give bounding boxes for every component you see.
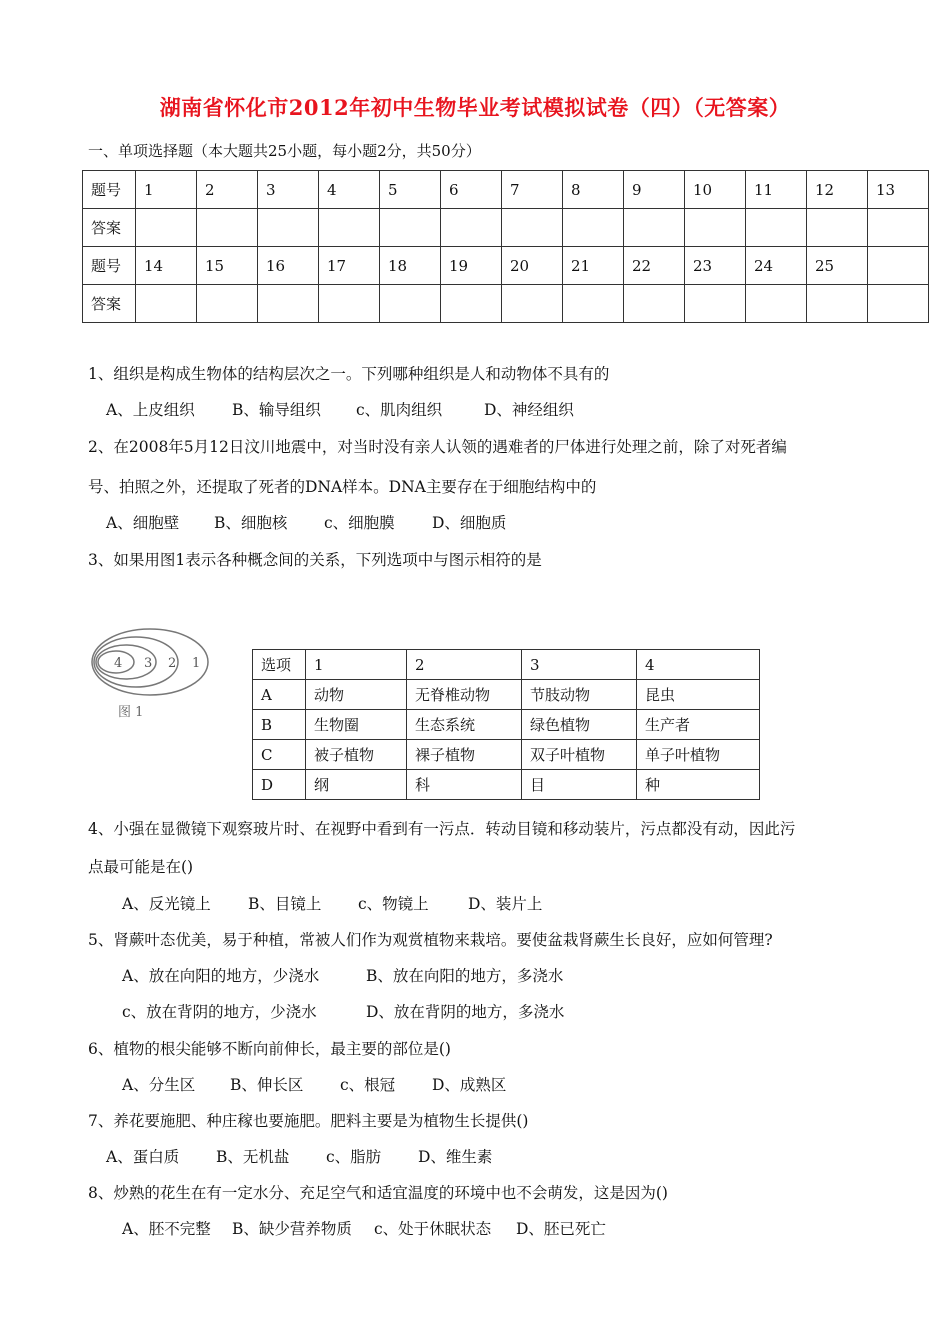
- table-cell: 昆虫: [637, 680, 760, 710]
- answer-cell: [319, 209, 380, 247]
- table-header-cell: 4: [637, 650, 760, 680]
- table-row: [253, 680, 760, 710]
- row-label: 答案: [83, 285, 136, 323]
- question-4-line2: 点最可能是在(): [88, 858, 194, 876]
- answer-cell: [441, 285, 502, 323]
- page-title: 湖南省怀化市2012年初中生物毕业考试模拟试卷（四）（无答案）: [159, 95, 791, 120]
- answer-cell: 5: [380, 171, 441, 209]
- option-c: c、肌肉组织: [356, 401, 443, 419]
- table-row: [253, 740, 760, 770]
- option-b: B、放在向阳的地方，多浇水: [366, 967, 564, 985]
- row-label: 答案: [83, 209, 136, 247]
- answer-cell: 12: [807, 171, 868, 209]
- table-cell: 生态系统: [407, 710, 522, 740]
- table-cell: 无脊椎动物: [407, 680, 522, 710]
- answer-cell: 8: [563, 171, 624, 209]
- answer-cell: [380, 209, 441, 247]
- table-row: [83, 285, 929, 323]
- table-cell: C: [253, 740, 306, 770]
- answer-cell: 10: [685, 171, 746, 209]
- table-row: [83, 247, 929, 285]
- answer-cell: [136, 285, 197, 323]
- answer-cell: [258, 209, 319, 247]
- option-d: D、放在背阴的地方，多浇水: [366, 1003, 565, 1021]
- question-8: 8、炒熟的花生在有一定水分、充足空气和适宜温度的环境中也不会萌发，这是因为(): [88, 1184, 668, 1202]
- answer-cell: 20: [502, 247, 563, 285]
- q7-options: [106, 1145, 492, 1167]
- question-1: 1、组织是构成生物体的结构层次之一。下列哪种组织是人和动物体不具有的: [88, 365, 610, 383]
- table-row: [253, 710, 760, 740]
- answer-cell: 24: [746, 247, 807, 285]
- answer-cell: 13: [868, 171, 929, 209]
- answer-cell: [563, 209, 624, 247]
- table-header-cell: 选项: [253, 650, 306, 680]
- answer-cell: [746, 285, 807, 323]
- option-a: A、反光镜上: [122, 895, 211, 913]
- table-cell: 单子叶植物: [637, 740, 760, 770]
- q4-options: [122, 892, 542, 914]
- table-cell: 裸子植物: [407, 740, 522, 770]
- option-d: D、胚已死亡: [516, 1220, 606, 1238]
- answer-cell: [807, 285, 868, 323]
- answer-cell: [868, 247, 929, 285]
- option-c: c、根冠: [340, 1076, 396, 1094]
- table-header-cell: 1: [306, 650, 407, 680]
- table-header-cell: 3: [522, 650, 637, 680]
- concept-figure: [88, 620, 228, 720]
- answer-cell: [624, 209, 685, 247]
- q5-options-row2: [122, 1000, 564, 1022]
- answer-cell: 9: [624, 171, 685, 209]
- answer-cell: [441, 209, 502, 247]
- option-d: D、维生素: [418, 1148, 493, 1166]
- answer-cell: 4: [319, 171, 380, 209]
- table-cell: 绿色植物: [522, 710, 637, 740]
- option-d: D、细胞质: [432, 514, 507, 532]
- table-cell: 目: [522, 770, 637, 800]
- table-cell: 双子叶植物: [522, 740, 637, 770]
- option-b: B、伸长区: [230, 1076, 304, 1094]
- option-a: A、放在向阳的地方，少浇水: [122, 967, 320, 985]
- answer-cell: 23: [685, 247, 746, 285]
- answer-cell: 7: [502, 171, 563, 209]
- answer-cell: 22: [624, 247, 685, 285]
- option-d: D、成熟区: [432, 1076, 507, 1094]
- table-cell: 纲: [306, 770, 407, 800]
- option-b: B、细胞核: [214, 514, 288, 532]
- option-c: c、细胞膜: [324, 514, 395, 532]
- option-c: c、放在背阴的地方，少浇水: [122, 1003, 317, 1021]
- table-cell: A: [253, 680, 306, 710]
- answer-cell: [319, 285, 380, 323]
- question-6: 6、植物的根尖能够不断向前伸长，最主要的部位是(): [88, 1040, 451, 1058]
- option-d: D、装片上: [468, 895, 543, 913]
- answer-cell: [380, 285, 441, 323]
- option-b: B、目镜上: [248, 895, 322, 913]
- table-row: [83, 209, 929, 247]
- answer-cell: [807, 209, 868, 247]
- circle-label: 4: [114, 656, 123, 671]
- section-heading: 一、单项选择题（本大题共25小题，每小题2分，共50分）: [88, 142, 481, 160]
- option-b: B、无机盐: [216, 1148, 290, 1166]
- answer-cell: 3: [258, 171, 319, 209]
- concept-table: [252, 649, 760, 800]
- table-cell: 动物: [306, 680, 407, 710]
- option-a: A、胚不完整: [122, 1220, 211, 1238]
- table-row: [83, 171, 929, 209]
- answer-cell: [502, 209, 563, 247]
- answer-cell: 17: [319, 247, 380, 285]
- answer-cell: [685, 209, 746, 247]
- answer-cell: 11: [746, 171, 807, 209]
- q5-options-row1: [122, 964, 563, 986]
- table-cell: 节肢动物: [522, 680, 637, 710]
- table-cell: 种: [637, 770, 760, 800]
- table-row: [253, 650, 760, 680]
- option-b: B、输导组织: [232, 401, 321, 419]
- answer-cell: [746, 209, 807, 247]
- nested-circles-diagram: [88, 620, 228, 720]
- row-label: 题号: [83, 247, 136, 285]
- figure-caption: 图 1: [118, 705, 144, 720]
- table-cell: 生产者: [637, 710, 760, 740]
- answer-cell: [197, 285, 258, 323]
- answer-cell: [685, 285, 746, 323]
- answer-cell: 14: [136, 247, 197, 285]
- answer-cell: [136, 209, 197, 247]
- answer-cell: 18: [380, 247, 441, 285]
- answer-cell: [502, 285, 563, 323]
- q8-options: [122, 1217, 606, 1239]
- answer-cell: 21: [563, 247, 624, 285]
- q2-options: [106, 511, 506, 533]
- answer-cell: 1: [136, 171, 197, 209]
- question-2-line1: 2、在2008年5月12日汶川地震中，对当时没有亲人认领的遇难者的尸体进行处理之前，除了对死者编: [88, 438, 787, 456]
- circle-label: 1: [192, 656, 201, 671]
- option-a: A、上皮组织: [106, 401, 195, 419]
- row-label: 题号: [83, 171, 136, 209]
- table-cell: 科: [407, 770, 522, 800]
- table-cell: B: [253, 710, 306, 740]
- answer-cell: [197, 209, 258, 247]
- question-4-line1: 4、小强在显微镜下观察玻片时、在视野中看到有一污点．转动目镜和移动装片，污点都没有动，因此污: [88, 820, 796, 838]
- option-a: A、细胞壁: [106, 514, 180, 532]
- answer-cell: 15: [197, 247, 258, 285]
- option-a: A、分生区: [122, 1076, 196, 1094]
- option-c: c、脂肪: [326, 1148, 382, 1166]
- answer-cell: [868, 209, 929, 247]
- answer-cell: 19: [441, 247, 502, 285]
- circle-label: 3: [144, 656, 153, 671]
- question-2-line2: 号、拍照之外，还提取了死者的DNA样本。DNA主要存在于细胞结构中的: [88, 478, 597, 496]
- table-cell: D: [253, 770, 306, 800]
- answer-cell: [563, 285, 624, 323]
- answer-cell: [624, 285, 685, 323]
- answer-cell: [868, 285, 929, 323]
- circle-label: 2: [168, 656, 177, 671]
- question-7: 7、养花要施肥、种庄稼也要施肥。肥料主要是为植物生长提供(): [88, 1112, 529, 1130]
- answer-table: [82, 170, 929, 323]
- q6-options: [122, 1073, 506, 1095]
- answer-cell: 25: [807, 247, 868, 285]
- answer-cell: [258, 285, 319, 323]
- question-3: 3、如果用图1表示各种概念间的关系，下列选项中与图示相符的是: [88, 551, 542, 569]
- table-row: [253, 770, 760, 800]
- answer-cell: 2: [197, 171, 258, 209]
- question-5: 5、肾蕨叶态优美，易于种植，常被人们作为观赏植物来栽培。要使盆栽肾蕨生长良好，应如何管理?: [88, 931, 773, 949]
- answer-cell: 6: [441, 171, 502, 209]
- answer-cell: 16: [258, 247, 319, 285]
- option-b: B、缺少营养物质: [232, 1220, 352, 1238]
- table-cell: 生物圈: [306, 710, 407, 740]
- table-cell: 被子植物: [306, 740, 407, 770]
- q1-options: [106, 398, 574, 420]
- option-a: A、蛋白质: [106, 1148, 180, 1166]
- option-c: c、物镜上: [358, 895, 429, 913]
- option-d: D、神经组织: [484, 401, 574, 419]
- table-header-cell: 2: [407, 650, 522, 680]
- option-c: c、处于休眠状态: [374, 1220, 492, 1238]
